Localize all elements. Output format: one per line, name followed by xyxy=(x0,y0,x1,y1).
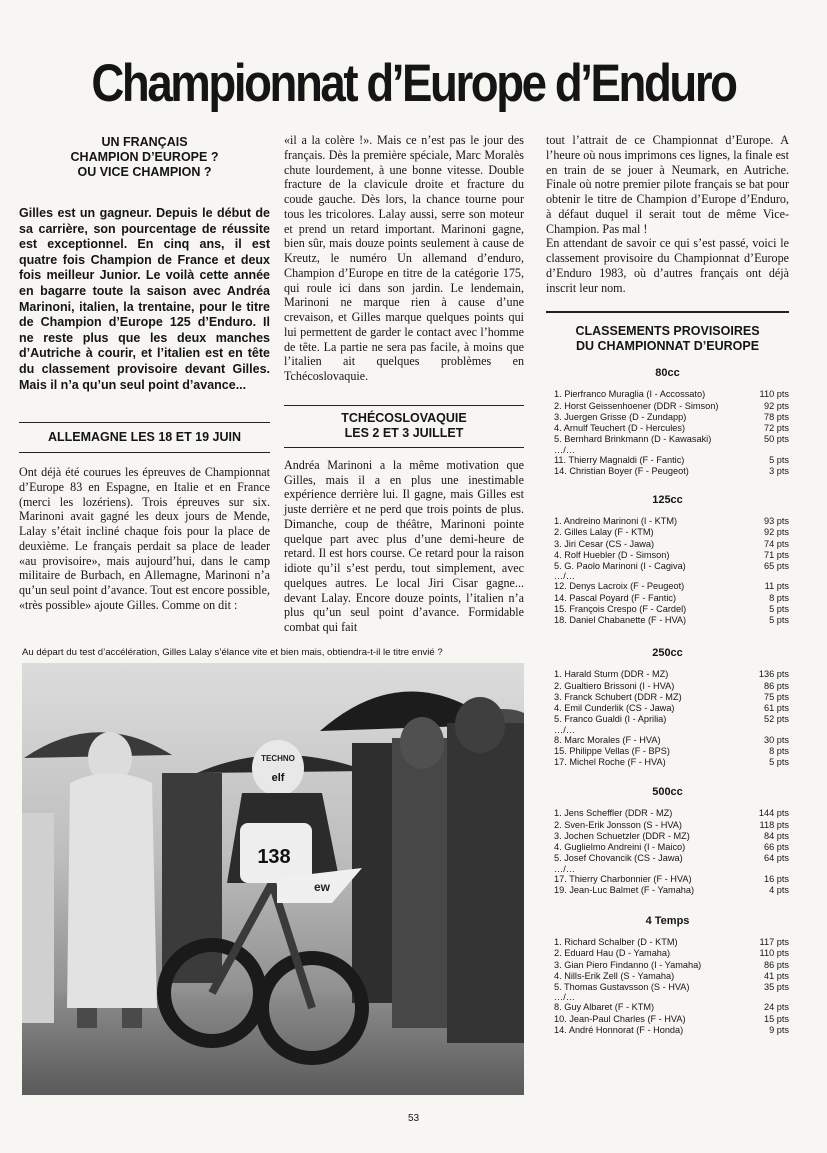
results-list xyxy=(546,366,789,1036)
rider-entry: 8. Marc Morales (F - HVA) xyxy=(554,734,661,745)
rider-points: 144 pts xyxy=(758,808,789,819)
rider-points: 92 pts xyxy=(763,527,789,538)
result-row xyxy=(546,539,789,550)
result-row xyxy=(546,455,789,466)
result-row xyxy=(546,1014,789,1025)
result-row xyxy=(546,604,789,615)
rider-points: 24 pts xyxy=(763,1002,789,1013)
rider-points: 52 pts xyxy=(763,714,789,725)
result-row xyxy=(546,971,789,982)
results-ellipsis: …/… xyxy=(554,724,575,735)
page-number: 53 xyxy=(407,1113,420,1124)
helmet-sponsor-elf: elf xyxy=(271,772,285,784)
rider-entry: 5. Thomas Gustavsson (S - HVA) xyxy=(554,982,690,992)
rider-entry: 3. Jochen Schuetzler (DDR - MZ) xyxy=(554,830,690,841)
rider-entry: 14. Pascal Poyard (F - Fantic) xyxy=(554,592,677,603)
rider-entry: 4. Nills-Erik Zell (S - Yamaha) xyxy=(554,970,675,981)
rider-points: 16 pts xyxy=(763,873,789,884)
rider-points: 64 pts xyxy=(763,853,789,864)
section-rule xyxy=(19,422,270,423)
rider-points: 5 pts xyxy=(769,603,789,614)
rider-points: 9 pts xyxy=(769,1024,789,1035)
rider-entry: 10. Jean-Paul Charles (F - HVA) xyxy=(554,1013,686,1024)
rider-points: 110 pts xyxy=(759,389,789,400)
rider-points: 72 pts xyxy=(763,423,789,433)
rider-points: 136 pts xyxy=(758,669,789,680)
column-3 xyxy=(546,133,789,1036)
rider-entry: 4. Rolf Huebler (D - Simson) xyxy=(554,549,670,560)
result-row xyxy=(546,703,789,714)
result-row xyxy=(546,735,789,746)
rider-points: 66 pts xyxy=(763,842,789,852)
rider-entry: 14. André Honnorat (F - Honda) xyxy=(554,1024,684,1035)
rider-entry: 15. Philippe Vellas (F - BPS) xyxy=(554,745,670,756)
body-paragraph-tchecoslovaquie: Andréa Marinoni a la même motivation que Gilles, mais il a en plus une inestimable expérience derrière lui. Il gagne, mais Gilles est juste derrière et ne perd que trois points de plus. Dimanche, coup de théâtre, Marinoni pointe quelque part avec plus d’une demi-heure de retard. Il est hors course. Ce retard pour la raison idiote qu’il s’est perdu, tout simplement, avec quelques autres. Le local Jiri Cisar gagne... devant Lalay. Encore douze points, l’italien n’a plus qu’un seul point d’avance. Formidable combat qui fait xyxy=(284,457,524,634)
rider-points: 35 pts xyxy=(763,982,789,992)
result-row xyxy=(546,757,789,768)
results-ellipsis: …/… xyxy=(554,444,575,455)
class-heading: 80cc xyxy=(655,367,680,380)
intro-heading xyxy=(19,135,270,180)
result-row xyxy=(546,401,789,412)
result-row xyxy=(546,681,789,692)
class-heading: 250cc xyxy=(652,647,683,660)
rider-entry: 5. Franco Gualdi (I - Aprilia) xyxy=(554,714,667,725)
rider-entry: 1. Harald Sturm (DDR - MZ) xyxy=(554,669,669,680)
rider-entry: 17. Michel Roche (F - HVA) xyxy=(554,757,666,767)
rider-points: 93 pts xyxy=(763,516,789,526)
rider-points: 84 pts xyxy=(763,830,789,841)
rider-photo xyxy=(22,663,524,1095)
rider-points: 86 pts xyxy=(763,680,789,691)
result-row xyxy=(546,948,789,959)
result-row xyxy=(546,423,789,434)
result-row xyxy=(546,434,789,445)
body-paragraph-conclusion: tout l’attrait de ce Championnat d’Europe. A l’heure où nous imprimons ces lignes, la finale est en train de se jouer à Neumark, en Autriche. Finale où notre premier pilote français se bat pour obtenir le titre de Champion d’Europe d’Enduro, à défaut duquel il serait tout de même Vice-Champion. Pas mal ! xyxy=(546,133,789,236)
intro-heading-line-1: UN FRANÇAIS xyxy=(101,135,188,149)
rider-points: 4 pts xyxy=(769,884,789,895)
result-row xyxy=(546,516,789,527)
section-heading-tchecoslovaquie xyxy=(284,411,524,441)
rider-entry: 1. Jens Scheffler (DDR - MZ) xyxy=(554,808,673,819)
rider-entry: 8. Guy Albaret (F - KTM) xyxy=(554,1002,655,1013)
rider-points: 5 pts xyxy=(769,757,789,767)
rider-points: 118 pts xyxy=(759,819,789,830)
rider-points: 3 pts xyxy=(769,465,789,476)
rider-points: 92 pts xyxy=(763,400,789,411)
photo-caption: Au départ du test d’accélération, Gilles Lalay s’élance vite et bien mais, obtiendra-t-il le titre envié ? xyxy=(22,647,443,658)
section-heading-allemagne: ALLEMAGNE LES 18 ET 19 JUIN xyxy=(47,430,242,445)
rider-entry: 17. Thierry Charbonnier (F - HVA) xyxy=(554,873,692,884)
rider-entry: 3. Jiri Cesar (CS - Jawa) xyxy=(554,538,655,549)
helmet-sponsor: TECHNO xyxy=(261,754,295,763)
rider-points: 41 pts xyxy=(763,970,789,981)
rider-points: 8 pts xyxy=(769,745,789,756)
section-heading-line-1: TCHÉCOSLOVAQUIE xyxy=(341,410,467,425)
rider-points: 8 pts xyxy=(769,592,789,603)
rider-points: 5 pts xyxy=(769,615,789,625)
rider-entry: 3. Gian Piero Findanno (I - Yamaha) xyxy=(554,959,702,970)
body-paragraph-continuation: «il a la colère !». Mais ce n’est pas le jour des français. Dès la première spéciale, Marc Moralès chute lourdement, à une bonne vitesse. Double fracture de la clavicule droite et fracture du coude gauche. Dès lors, la chance tourne pour tous les tricolores. Lalay aussi, serre son moteur et prend un retard important. Marinoni gagne, bien sûr, mais douze points seulement à cause de Kreutz, le numéro Un allemand d’enduro, Champion d’Europe en titre de la catégorie 175, qui roule ici dans son jardin. Le lendemain, Marinoni ne marque rien à cause d’une crevaison, et Gilles marque quelques points qui lui permettent de garder le contact avec l’homme de tête. La partie ne sera pas facile, à moins que l’italien ait quelques problèmes en Tchécoslovaquie. xyxy=(284,133,524,383)
rider-photo-illustration xyxy=(22,663,524,1095)
section-rule xyxy=(284,405,524,406)
rider-entry: 2. Eduard Hau (D - Yamaha) xyxy=(554,948,671,959)
results-title-line-1: CLASSEMENTS PROVISOIRES xyxy=(575,324,760,339)
rider-points: 50 pts xyxy=(763,434,789,445)
result-row xyxy=(546,615,789,626)
lead-paragraph: Gilles est un gagneur. Depuis le début de sa carrière, son pourcentage de réussite est exceptionnel. En cinq ans, il est quatre fois Champion de France et deux fois meilleur Junior. Le voilà cette année en bagarre toute la saison avec Andréa Marinoni, italien, la trentaine, pour le titre de Champion d’Europe 125 d’Enduro. Il ne reste plus que les deux manches d’Autriche à courir, et l’italien est en tête du classement provisoire devant Gilles. Mais il n’a qu’un seul point d’avance... xyxy=(19,206,270,392)
rider-entry: 1. Pierfranco Muraglia (I - Accossato) xyxy=(554,389,706,400)
result-row xyxy=(546,960,789,971)
result-row xyxy=(546,692,789,703)
rider-points: 78 pts xyxy=(763,411,789,422)
results-ellipsis: …/… xyxy=(554,863,575,874)
result-row xyxy=(546,550,789,561)
rider-points: 30 pts xyxy=(763,734,789,745)
class-heading: 125cc xyxy=(652,494,683,506)
result-row xyxy=(546,669,789,680)
result-row xyxy=(546,561,789,572)
result-row xyxy=(546,982,789,993)
rider-entry: 18. Daniel Chabanette (F - HVA) xyxy=(554,615,687,625)
result-row xyxy=(546,581,789,592)
rider-points: 61 pts xyxy=(763,703,789,713)
results-title xyxy=(546,324,789,354)
rider-points: 75 pts xyxy=(763,691,789,702)
result-row xyxy=(546,527,789,538)
intro-heading-line-3: OU VICE CHAMPION ? xyxy=(77,165,212,179)
rider-entry: 14. Christian Boyer (F - Peugeot) xyxy=(554,465,689,476)
section-heading-line-2: LES 2 ET 3 JUILLET xyxy=(344,425,464,440)
rider-entry: 4. Arnulf Teuchert (D - Hercules) xyxy=(554,423,686,433)
rider-points: 74 pts xyxy=(763,538,789,549)
race-number: 138 xyxy=(257,846,291,868)
rider-entry: 12. Denys Lacroix (F - Peugeot) xyxy=(554,581,685,592)
results-title-line-2: DU CHAMPIONNAT D’EUROPE xyxy=(575,339,760,354)
result-row xyxy=(546,389,789,400)
rider-points: 86 pts xyxy=(763,959,789,970)
column-2 xyxy=(284,133,524,635)
intro-heading-line-2: CHAMPION D’EUROPE ? xyxy=(70,150,219,164)
rider-entry: 2. Gilles Lalay (F - KTM) xyxy=(554,527,654,538)
rider-points: 5 pts xyxy=(769,454,789,465)
rider-entry: 11. Thierry Magnaldi (F - Fantic) xyxy=(554,454,685,465)
result-row xyxy=(546,412,789,423)
body-paragraph-allemagne: Ont déjà été courues les épreuves de Championnat d’Europe 83 en Espagne, en Italie et en France (merci les lozériens). Trois épreuves sur six. Marinoni avait gagné les deux jours de Mende, Lalay s’était incliné chaque fois pour la place de deuxième. Le français perdait sa place de leader «au provisoire», mais aujourd’hui, dans le camp militaire de Burbach, en Allemagne, Marinoni n’a qu’un seul point d’avance. Tout est encore possible, «très possible» ajoute Gilles. Comme on dit : xyxy=(19,465,270,612)
rider-entry: 5. Bernhard Brinkmann (D - Kawasaki) xyxy=(554,434,712,445)
rider-entry: 5. Josef Chovancik (CS - Jawa) xyxy=(554,853,683,864)
result-row xyxy=(546,842,789,853)
rider-entry: 19. Jean-Luc Balmet (F - Yamaha) xyxy=(554,884,695,895)
rider-points: 15 pts xyxy=(763,1013,789,1024)
rider-entry: 1. Andreino Marinoni (I - KTM) xyxy=(554,516,678,526)
result-row xyxy=(546,808,789,819)
results-ellipsis: …/… xyxy=(554,992,575,1003)
rider-entry: 3. Franck Schubert (DDR - MZ) xyxy=(554,691,682,702)
rider-entry: 3. Juergen Grisse (D - Zundapp) xyxy=(554,411,687,422)
rider-entry: 15. François Crespo (F - Cardel) xyxy=(554,603,687,614)
rider-entry: 1. Richard Schalber (D - KTM) xyxy=(554,937,678,947)
rider-points: 110 pts xyxy=(759,948,789,959)
result-row xyxy=(546,1025,789,1036)
result-row xyxy=(546,820,789,831)
fender-logo: ew xyxy=(313,880,331,894)
rider-entry: 4. Emil Cunderlik (CS - Jawa) xyxy=(554,703,675,713)
rider-entry: 2. Sven-Erik Jonsson (S - HVA) xyxy=(554,819,682,830)
class-heading: 4 Temps xyxy=(645,915,690,927)
rider-points: 117 pts xyxy=(759,937,789,947)
result-row xyxy=(546,593,789,604)
rider-entry: 4. Guglielmo Andreini (I - Maico) xyxy=(554,842,686,852)
rider-entry: 2. Gualtiero Brissoni (I - HVA) xyxy=(554,680,675,691)
results-ellipsis: …/… xyxy=(554,571,575,582)
class-heading: 500cc xyxy=(652,786,683,799)
rider-points: 71 pts xyxy=(763,549,789,560)
result-row xyxy=(546,746,789,757)
result-row xyxy=(546,831,789,842)
body-paragraph-intro-results: En attendant de savoir ce qui s’est passé, voici le classement provisoire du Championnat d’Europe d’Enduro 1983, où d’autres français ont déjà inscrit leur nom. xyxy=(546,236,789,295)
result-row xyxy=(546,466,789,477)
rider-entry: 5. G. Paolo Marinoni (I - Cagiva) xyxy=(554,561,686,571)
result-row xyxy=(546,885,789,896)
column-1 xyxy=(19,135,270,613)
article-title: Championnat d’Europe d’Enduro xyxy=(91,54,736,113)
result-row xyxy=(546,853,789,864)
result-row xyxy=(546,937,789,948)
result-row xyxy=(546,874,789,885)
rider-points: 11 pts xyxy=(764,581,789,592)
rider-entry: 2. Horst Geissenhoener (DDR - Simson) xyxy=(554,400,719,411)
result-row xyxy=(546,714,789,725)
rider-points: 65 pts xyxy=(763,561,789,571)
result-row xyxy=(546,1002,789,1013)
